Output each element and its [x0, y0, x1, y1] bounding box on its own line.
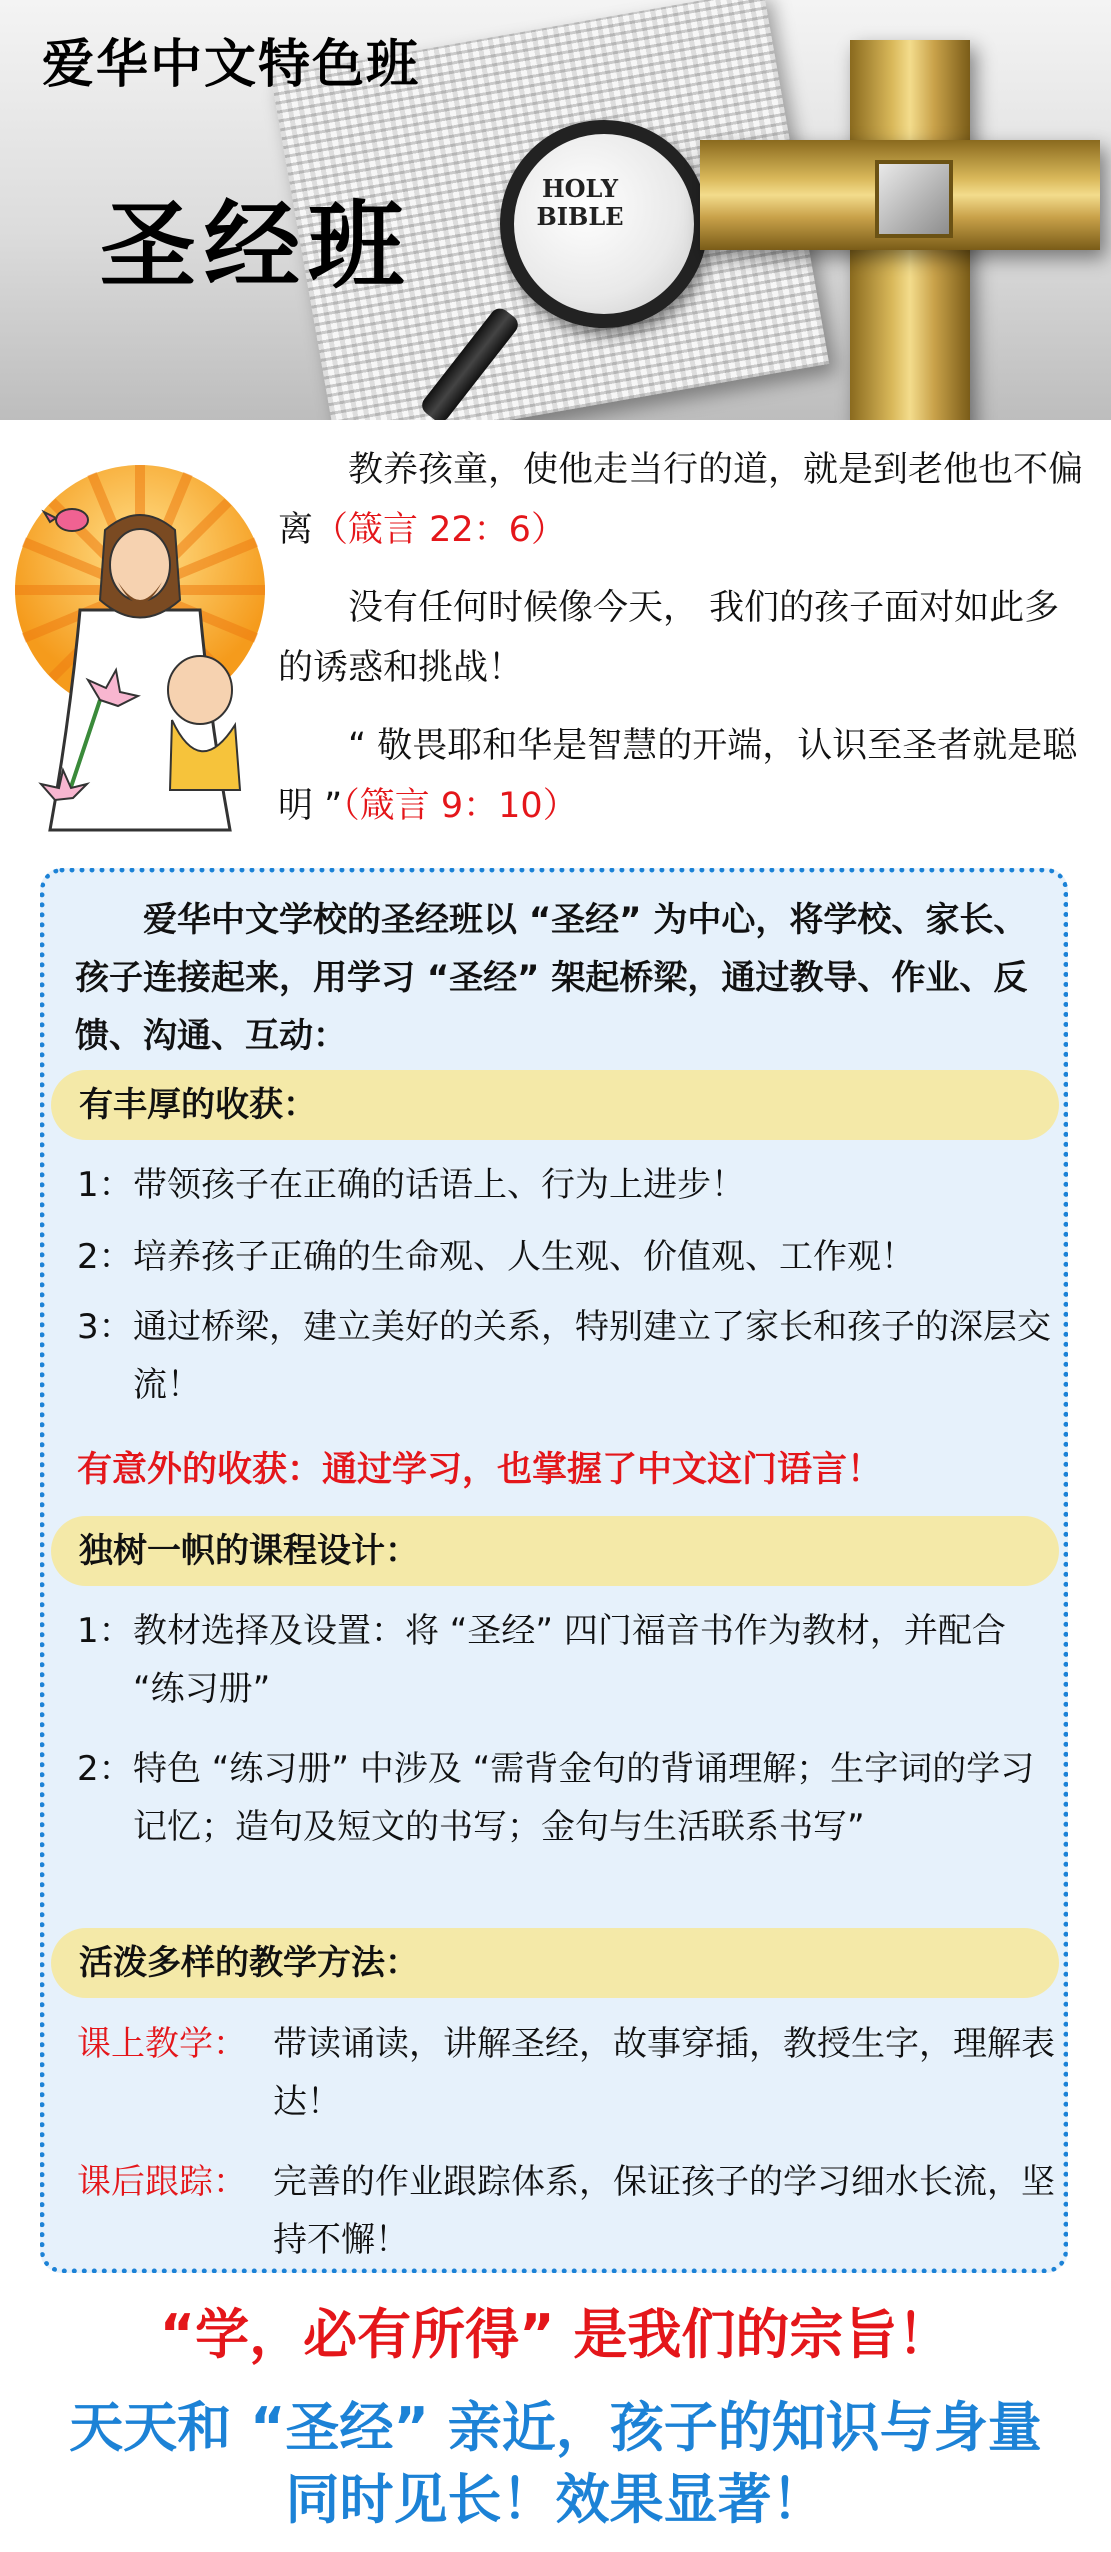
- scripture-reference: （箴言 22：6）: [313, 510, 566, 550]
- list-item: 1： 带领孩子在正确的话语上、行为上进步！: [77, 1165, 745, 1205]
- closing-slogan: [40, 2392, 1071, 2536]
- school-title: 爱华中文特色班: [42, 35, 421, 95]
- bible-cover-text: HOLY BIBLE: [536, 174, 624, 231]
- intro-quotes: [278, 440, 1088, 854]
- cross-center-gem: [875, 160, 953, 238]
- page-title: 圣经班: [100, 190, 412, 302]
- quote-paragraph: 教养孩童，使他走当行的道，就是到老他也不偏离（箴言 22：6）: [278, 450, 1084, 550]
- program-info-box: [40, 868, 1068, 2273]
- list-item: 1： 教材选择及设置：将 “圣经” 四门福音书作为教材，并配合 “练习册”: [77, 1611, 1006, 1709]
- motto-slogan: “学，必有所得” 是我们的宗旨！: [159, 2303, 952, 2366]
- closing-slogan-line-1: 天天和 “圣经” 亲近，孩子的知识与身量: [69, 2396, 1042, 2459]
- section-heading-harvest: 有丰厚的收获：: [51, 1070, 1059, 1140]
- program-description: 爱华中文学校的圣经班以 “圣经” 为中心，将学校、家长、孩子连接起来，用学习 “圣经” 架起桥梁，通过教导、作业、反馈、沟通、互动：: [75, 900, 1028, 1056]
- method-item-after-class: 课后跟踪： 完善的作业跟踪体系，保证孩子的学习细水长流，坚持不懈！: [77, 2162, 1055, 2260]
- list-item: 2： 培养孩子正确的生命观、人生观、价值观、工作观！: [77, 1237, 915, 1277]
- header-banner: [0, 0, 1111, 420]
- scripture-reference: （箴言 9：10）: [342, 786, 578, 826]
- section-heading-curriculum: 独树一帜的课程设计：: [51, 1516, 1059, 1586]
- section-heading-methods: 活泼多样的教学方法：: [51, 1928, 1059, 1998]
- list-item: 2： 特色 “练习册” 中涉及 “需背金句的背诵理解；生字词的学习记忆；造句及短文的书写；金句与生活联系书写”: [77, 1749, 1035, 1847]
- list-item: 3： 通过桥梁，建立美好的关系，特别建立了家长和孩子的深层交流！: [77, 1307, 1051, 1405]
- quote-paragraph: “ 敬畏耶和华是智慧的开端，认识至圣者就是聪明 ”（箴言 9：10）: [278, 726, 1078, 826]
- closing-slogan-line-2: 同时见长！效果显著！: [285, 2468, 826, 2531]
- quote-paragraph: 没有任何时候像今天， 我们的孩子面对如此多的诱惑和挑战！: [278, 588, 1060, 688]
- bonus-harvest-text: 有意外的收获：通过学习，也掌握了中文这门语言！: [77, 1450, 883, 1490]
- method-item-in-class: 课上教学： 带读诵读，讲解圣经，故事穿插，教授生字，理解表达！: [77, 2024, 1055, 2122]
- jesus-with-child-illustration: [10, 460, 270, 850]
